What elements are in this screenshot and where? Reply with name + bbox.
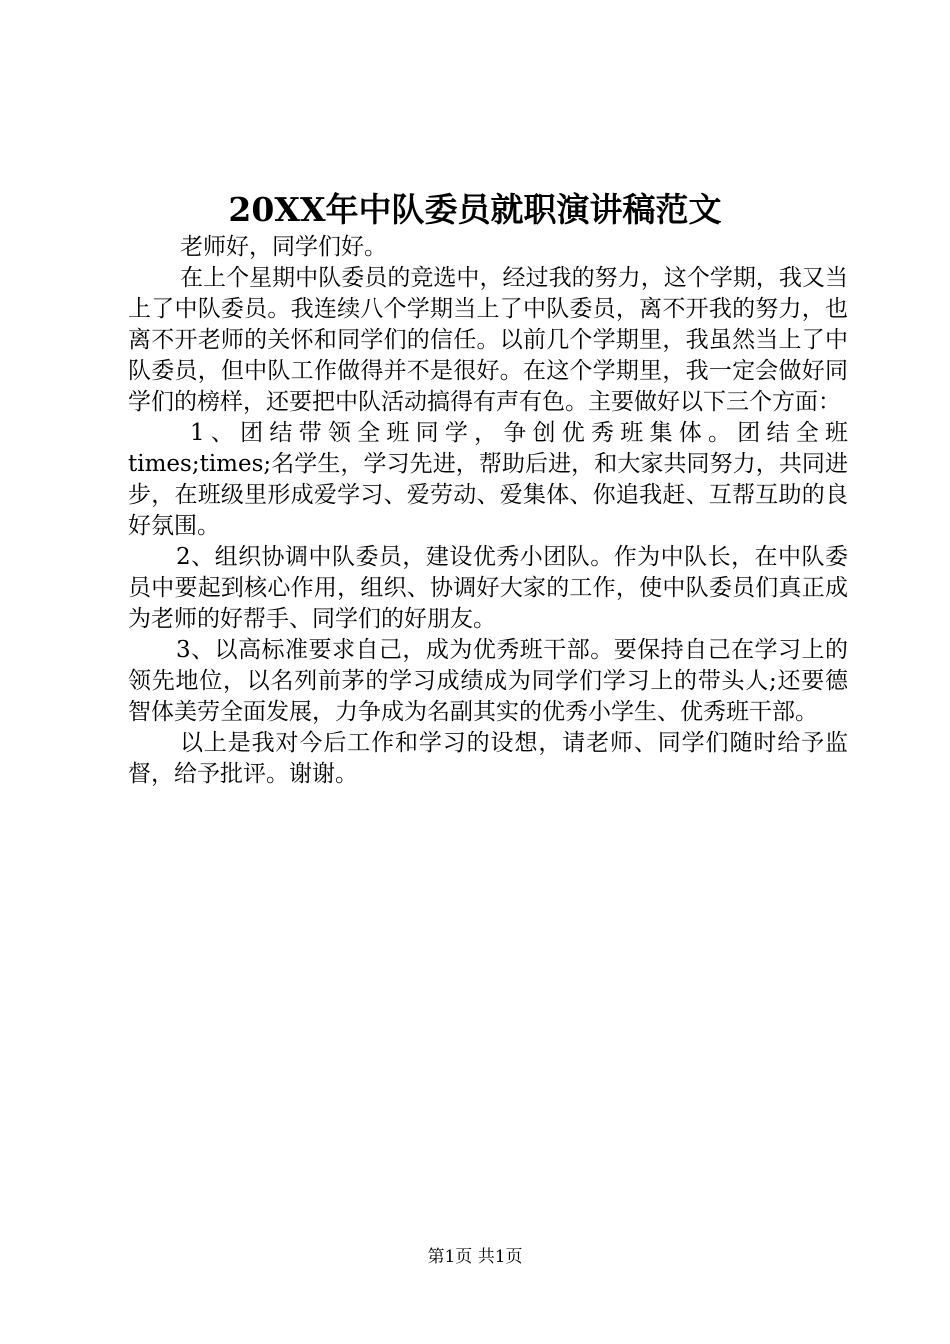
paragraph-point-3: 3、以高标准要求自己，成为优秀班干部。要保持自己在学习上的领先地位，以名列前茅的学习成绩成为同学们学习上的带头人;还要德智体美劳全面发展，力争成为名副其实的优秀小学生、优秀班干部。 [128, 637, 848, 725]
document-title: 20XX年中队委员就职演讲稿范文 [228, 190, 722, 229]
paragraph-point-2: 2、组织协调中队委员，建设优秀小团队。作为中队长，在中队委员中要起到核心作用，组织、协调好大家的工作，使中队委员们真正成为老师的好帮手、同学们的好朋友。 [128, 544, 848, 632]
paragraph-greeting: 老师好，同学们好。 [180, 234, 387, 260]
page-number-footer: 第1页 共1页 [427, 1247, 523, 1267]
paragraph-point-1: 1、团结带领全班同学，争创优秀班集体。团结全班times;times;名学生，学习先进，帮助后进，和大家共同努力，共同进步，在班级里形成爱学习、爱劳动、爱集体、你追我赶、互帮互助的良好氛围。 [128, 420, 848, 539]
paragraph-closing: 以上是我对今后工作和学习的设想，请老师、同学们随时给予监督，给予批评。谢谢。 [128, 730, 848, 787]
paragraph-intro: 在上个星期中队委员的竞选中，经过我的努力，这个学期，我又当上了中队委员。我连续八个学期当上了中队委员，离不开我的努力，也离不开老师的关怀和同学们的信任。以前几个学期里，我虽然当上了中队委员，但中队工作做得并不是很好。在这个学期里，我一定会做好同学们的榜样，还要把中队活动搞得有声有色。主要做好以下三个方面： [128, 265, 848, 415]
document-body [128, 232, 848, 790]
